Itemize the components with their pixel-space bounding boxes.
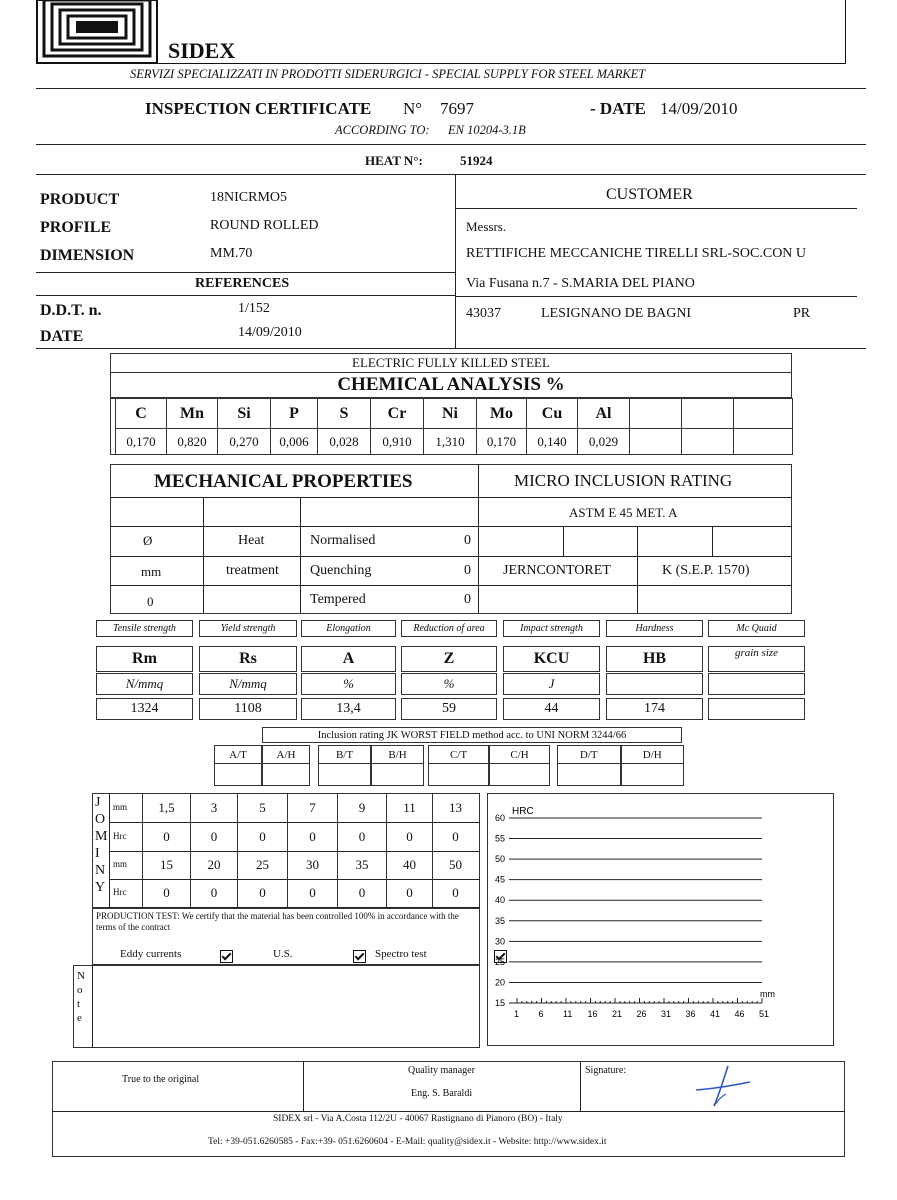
chem-value-cell bbox=[629, 428, 682, 455]
tensile-symbol-cell: A bbox=[301, 646, 396, 672]
y-tick-label: 35 bbox=[495, 915, 506, 926]
profile-label: PROFILE bbox=[40, 219, 112, 236]
x-tick-label: 41 bbox=[710, 1009, 721, 1019]
customer-messrs: Messrs. bbox=[466, 219, 507, 234]
y-tick-label: 55 bbox=[495, 833, 506, 844]
micro-title: MICRO INCLUSION RATING bbox=[514, 471, 733, 490]
tensile-value-cell: 13,4 bbox=[301, 698, 396, 720]
chem-element-cell bbox=[629, 398, 682, 429]
y-tick-label: 25 bbox=[495, 956, 506, 967]
chem-element-cell: P bbox=[270, 398, 318, 429]
x-tick-label: 21 bbox=[612, 1009, 623, 1019]
tensile-header-cell: Hardness bbox=[606, 620, 703, 637]
chemical-title bbox=[110, 372, 792, 398]
tensile-symbol-cell: Rs bbox=[199, 646, 297, 672]
chem-element-cell: Al bbox=[577, 398, 630, 429]
signature-image bbox=[688, 1062, 758, 1110]
customer-zip: 43037 bbox=[466, 306, 501, 321]
jominy-letter: J bbox=[95, 795, 101, 810]
inclusion-value-cell bbox=[557, 763, 621, 786]
customer-title: CUSTOMER bbox=[606, 186, 693, 203]
inclusion-label-cell: A/H bbox=[262, 745, 310, 764]
jominy-value-cell: 1,5 bbox=[142, 793, 190, 822]
spectro-checkbox[interactable] bbox=[494, 950, 507, 963]
according-standard: EN 10204-3.1B bbox=[448, 123, 526, 137]
jominy-value-cell: 50 bbox=[432, 850, 478, 879]
x-tick-label: 1 bbox=[514, 1009, 520, 1019]
x-tick-label: 11 bbox=[563, 1009, 573, 1019]
signature-label: Signature: bbox=[585, 1065, 627, 1076]
hrc-chart bbox=[487, 793, 834, 1046]
tensile-symbol-cell: Rm bbox=[96, 646, 193, 672]
x-tick-label: 6 bbox=[538, 1009, 544, 1019]
jominy-value-cell: 0 bbox=[287, 822, 337, 851]
inclusion-title-text: Inclusion rating JK WORST FIELD method acc. to UNI NORM 3244/66 bbox=[317, 729, 627, 741]
chem-value-cell: 0,006 bbox=[270, 428, 318, 455]
jominy-value-cell: 0 bbox=[142, 878, 190, 907]
jominy-value-cell: 0 bbox=[190, 878, 237, 907]
tensile-header-cell: Yield strength bbox=[199, 620, 297, 637]
tensile-unit-cell bbox=[708, 673, 805, 695]
jominy-value-cell: 30 bbox=[287, 850, 337, 879]
jominy-row-label: mm bbox=[113, 859, 128, 869]
jominy-value-cell: 0 bbox=[237, 822, 287, 851]
chem-element-cell: Mn bbox=[166, 398, 218, 429]
logo bbox=[36, 0, 158, 64]
eddy-checkbox[interactable] bbox=[220, 950, 233, 963]
chem-element-cell: Cu bbox=[526, 398, 578, 429]
chemical-title-text: CHEMICAL ANALYSIS % bbox=[337, 374, 565, 395]
chem-element-cell: C bbox=[115, 398, 167, 429]
company-name: SIDEX bbox=[168, 38, 236, 63]
customer-address: Via Fusana n.7 - S.MARIA DEL PIANO bbox=[466, 276, 695, 291]
certificate-date: 14/09/2010 bbox=[660, 99, 738, 118]
ddt-label: D.D.T. n. bbox=[40, 302, 102, 319]
x-tick-label: 26 bbox=[636, 1009, 647, 1019]
normalised-value: 0 bbox=[464, 533, 471, 548]
x-tick-label: 46 bbox=[734, 1009, 745, 1019]
jominy-value-cell: 9 bbox=[337, 793, 386, 822]
certificate-number: 7697 bbox=[440, 99, 474, 118]
heat-treatment-label-2: treatment bbox=[226, 563, 279, 578]
chem-value-cell: 0,170 bbox=[115, 428, 167, 455]
jominy-value-cell: 7 bbox=[287, 793, 337, 822]
header-frame bbox=[158, 0, 846, 64]
jominy-row-label: Hrc bbox=[113, 887, 127, 897]
footer-address: SIDEX srl - Via A.Costa 112/2U - 40067 Rastignano di Pianoro (BO) - Italy bbox=[273, 1114, 563, 1124]
jominy-value-cell: 5 bbox=[237, 793, 287, 822]
tensile-header-cell: Mc Quaid bbox=[708, 620, 805, 637]
product-value: 18NICRMO5 bbox=[210, 190, 288, 205]
inclusion-label-cell: B/T bbox=[318, 745, 371, 764]
jominy-value-cell: 0 bbox=[287, 878, 337, 907]
tensile-value-cell: 59 bbox=[401, 698, 497, 720]
inclusion-value-cell bbox=[428, 763, 489, 786]
tensile-unit-cell: J bbox=[503, 673, 600, 695]
inclusion-label-cell: C/T bbox=[428, 745, 489, 764]
certificate-no-label: N° bbox=[403, 99, 423, 118]
tensile-value-cell bbox=[708, 698, 805, 720]
jominy-letter: N bbox=[95, 863, 106, 878]
jominy-value-cell: 0 bbox=[432, 822, 478, 851]
inclusion-label-cell: D/T bbox=[557, 745, 621, 764]
tensile-value-cell: 1324 bbox=[96, 698, 193, 720]
x-axis-label: mm bbox=[760, 989, 775, 999]
ref-date-value: 14/09/2010 bbox=[238, 325, 302, 340]
ref-date-label: DATE bbox=[40, 328, 84, 345]
jominy-value-cell: 0 bbox=[432, 878, 478, 907]
jominy-letter: M bbox=[95, 829, 108, 844]
inclusion-label-cell: A/T bbox=[214, 745, 262, 764]
chem-value-cell bbox=[733, 428, 793, 455]
eddy-label: Eddy currents bbox=[120, 948, 182, 960]
inclusion-label-cell: B/H bbox=[371, 745, 424, 764]
inclusion-value-cell bbox=[489, 763, 550, 786]
inclusion-value-cell bbox=[214, 763, 262, 786]
inclusion-title bbox=[262, 727, 682, 743]
profile-value: ROUND ROLLED bbox=[210, 218, 319, 233]
chem-element-cell: Mo bbox=[476, 398, 527, 429]
quenching-value: 0 bbox=[464, 563, 471, 578]
tensile-unit-cell bbox=[606, 673, 703, 695]
tensile-unit-cell: N/mmq bbox=[96, 673, 193, 695]
quality-manager-label: Quality manager bbox=[408, 1065, 475, 1076]
chem-left-pad bbox=[110, 398, 116, 455]
dimension-value: MM.70 bbox=[210, 246, 253, 261]
chem-value-cell: 0,028 bbox=[317, 428, 371, 455]
jominy-letter: I bbox=[95, 846, 100, 861]
jominy-row-label: mm bbox=[113, 802, 128, 812]
tensile-unit-cell: % bbox=[401, 673, 497, 695]
x-tick-label: 36 bbox=[685, 1009, 696, 1019]
x-tick-label: 31 bbox=[661, 1009, 672, 1019]
inclusion-value-cell bbox=[318, 763, 371, 786]
jominy-value-cell: 20 bbox=[190, 850, 237, 879]
chem-element-cell: Ni bbox=[423, 398, 477, 429]
customer-province: PR bbox=[793, 306, 811, 321]
y-tick-label: 20 bbox=[495, 977, 506, 988]
tensile-header-cell: Reduction of area bbox=[401, 620, 497, 637]
us-checkbox[interactable] bbox=[353, 950, 366, 963]
note-letter: t bbox=[77, 998, 81, 1010]
inclusion-label-cell: D/H bbox=[621, 745, 685, 764]
quenching-label: Quenching bbox=[310, 563, 372, 578]
inclusion-value-cell bbox=[262, 763, 310, 786]
jominy-value-cell: 25 bbox=[237, 850, 287, 879]
jominy-value-cell: 0 bbox=[386, 822, 432, 851]
y-axis-label: HRC bbox=[512, 806, 534, 817]
footer-contacts: Tel: +39-051.6260585 - Fax:+39- 051.6260604 - E-Mail: quality@sidex.it - Website: http://www.sidex.it bbox=[208, 1137, 607, 1147]
tensile-header-cell: Impact strength bbox=[503, 620, 600, 637]
jominy-letter: Y bbox=[95, 880, 106, 895]
true-original: True to the original bbox=[122, 1074, 200, 1085]
jominy-value-cell: 0 bbox=[142, 822, 190, 851]
note-letter: N bbox=[77, 970, 85, 982]
tensile-value-cell: 44 bbox=[503, 698, 600, 720]
ksep-label: K (S.E.P. 1570) bbox=[662, 563, 750, 578]
certificate-label: INSPECTION CERTIFICATE bbox=[145, 99, 372, 118]
customer-name: RETTIFICHE MECCANICHE TIRELLI SRL-SOC.CON U bbox=[466, 246, 807, 261]
y-tick-label: 60 bbox=[495, 813, 506, 823]
tempered-label: Tempered bbox=[310, 592, 366, 607]
references-label: REFERENCES bbox=[195, 276, 290, 291]
steel-type bbox=[110, 353, 792, 373]
chem-element-cell bbox=[733, 398, 793, 429]
tensile-symbol-cell: grain size bbox=[708, 646, 805, 672]
jominy-value-cell: 0 bbox=[190, 822, 237, 851]
x-tick-label: 16 bbox=[587, 1009, 598, 1019]
diameter-value: 0 bbox=[147, 594, 154, 609]
diameter-symbol: Ø bbox=[143, 533, 153, 548]
jominy-value-cell: 35 bbox=[337, 850, 386, 879]
note-letter: o bbox=[77, 984, 83, 996]
jominy-value-cell: 40 bbox=[386, 850, 432, 879]
us-label: U.S. bbox=[273, 948, 293, 960]
chem-value-cell: 0,140 bbox=[526, 428, 578, 455]
chem-value-cell: 0,820 bbox=[166, 428, 218, 455]
normalised-label: Normalised bbox=[310, 533, 376, 548]
date-label: - DATE bbox=[590, 99, 646, 118]
inclusion-value-cell bbox=[621, 763, 685, 786]
 bbox=[109, 907, 480, 908]
jominy-value-cell: 13 bbox=[432, 793, 478, 822]
y-tick-label: 30 bbox=[495, 936, 506, 947]
chem-value-cell bbox=[681, 428, 734, 455]
tensile-symbol-cell: Z bbox=[401, 646, 497, 672]
tempered-value: 0 bbox=[464, 592, 471, 607]
note-frame bbox=[73, 965, 480, 1048]
note-letter: e bbox=[77, 1012, 82, 1024]
chem-value-cell: 0,270 bbox=[217, 428, 271, 455]
chem-element-cell: Si bbox=[217, 398, 271, 429]
tensile-header-cell: Elongation bbox=[301, 620, 396, 637]
production-text: PRODUCTION TEST: We certify that the material has been controlled 100% in accordance with the terms of the contract bbox=[96, 911, 459, 932]
y-tick-label: 40 bbox=[495, 895, 506, 906]
chem-value-cell: 0,910 bbox=[370, 428, 424, 455]
tensile-value-cell: 1108 bbox=[199, 698, 297, 720]
jominy-value-cell: 0 bbox=[337, 878, 386, 907]
x-tick-label: 51 bbox=[759, 1009, 770, 1019]
heat-label: HEAT N°: bbox=[365, 153, 423, 168]
jominy-value-cell: 11 bbox=[386, 793, 432, 822]
tensile-unit-cell: N/mmq bbox=[199, 673, 297, 695]
tensile-header-cell: Tensile strength bbox=[96, 620, 193, 637]
quality-manager-name: Eng. S. Baraldi bbox=[411, 1088, 473, 1099]
ddt-value: 1/152 bbox=[238, 301, 270, 316]
customer-city: LESIGNANO DE BAGNI bbox=[541, 306, 692, 321]
steel-type-text: ELECTRIC FULLY KILLED STEEL bbox=[352, 355, 550, 370]
dimension-label: DIMENSION bbox=[40, 247, 135, 264]
y-tick-label: 45 bbox=[495, 874, 506, 885]
tensile-unit-cell: % bbox=[301, 673, 396, 695]
jominy-value-cell: 15 bbox=[142, 850, 190, 879]
heat-treatment-label-1: Heat bbox=[238, 533, 265, 548]
chem-element-cell: S bbox=[317, 398, 371, 429]
heat-number: 51924 bbox=[460, 153, 493, 168]
mechanical-title: MECHANICAL PROPERTIES bbox=[154, 471, 413, 492]
chem-value-cell: 0,170 bbox=[476, 428, 527, 455]
y-tick-label: 50 bbox=[495, 854, 506, 865]
according-label: ACCORDING TO: bbox=[335, 123, 430, 137]
inclusion-value-cell bbox=[371, 763, 424, 786]
jominy-value-cell: 0 bbox=[386, 878, 432, 907]
spectro-label: Spectro test bbox=[375, 948, 427, 960]
company-tagline: SERVIZI SPECIALIZZATI IN PRODOTTI SIDERURGICI - SPECIAL SUPPLY FOR STEEL MARKET bbox=[130, 67, 646, 81]
chem-element-cell: Cr bbox=[370, 398, 424, 429]
chem-value-cell: 0,029 bbox=[577, 428, 630, 455]
chem-element-cell bbox=[681, 398, 734, 429]
jominy-value-cell: 0 bbox=[337, 822, 386, 851]
jominy-letter: O bbox=[95, 812, 106, 827]
chem-value-cell: 1,310 bbox=[423, 428, 477, 455]
jominy-row-label: Hrc bbox=[113, 831, 127, 841]
jerncontoret-label: JERNCONTORET bbox=[503, 563, 611, 578]
y-tick-label: 15 bbox=[495, 998, 506, 1008]
jominy-value-cell: 0 bbox=[237, 878, 287, 907]
tensile-value-cell: 174 bbox=[606, 698, 703, 720]
diameter-unit: mm bbox=[141, 564, 162, 579]
tensile-symbol-cell: KCU bbox=[503, 646, 600, 672]
jominy-value-cell: 3 bbox=[190, 793, 237, 822]
astm-label: ASTM E 45 MET. A bbox=[569, 505, 678, 520]
inclusion-label-cell: C/H bbox=[489, 745, 550, 764]
product-label: PRODUCT bbox=[40, 191, 120, 208]
tensile-symbol-cell: HB bbox=[606, 646, 703, 672]
